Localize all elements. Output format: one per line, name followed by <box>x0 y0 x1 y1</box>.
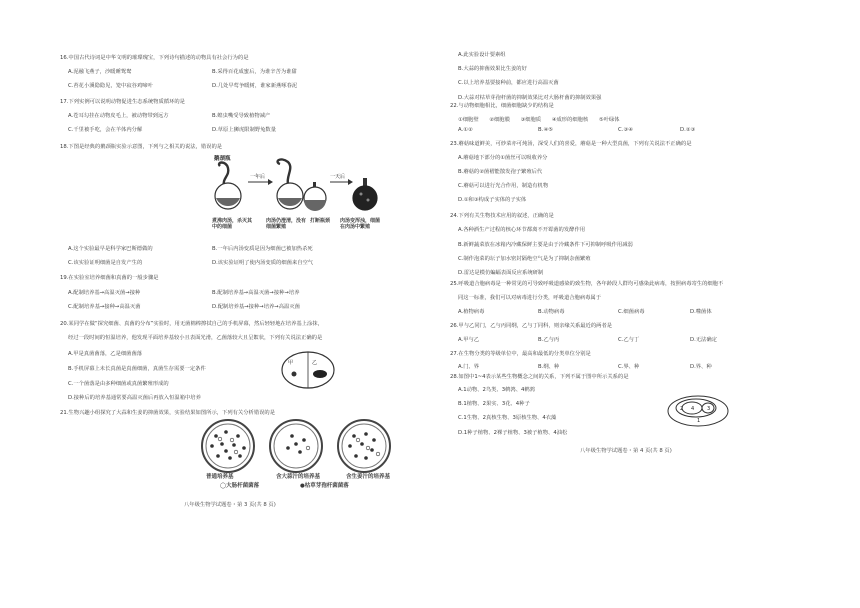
q26-option-d: D.无法确定 <box>690 337 717 343</box>
venn-label-4: 4 <box>691 406 695 412</box>
q20-stem-line-1: 20.某同学在做“探究细菌、真菌的分布”实验时，用无菌棉棒擦拭自己的手机屏幕，然后轻轻地在培养基上涂抹， <box>60 321 323 327</box>
q18-caption-1: 煮沸肉汤，杀灭其中的细菌 <box>212 218 253 230</box>
q22-option-a: A.①② <box>458 127 473 133</box>
q27-option-a: A.门、界 <box>458 364 480 370</box>
q21-option-b: B.大蒜的抑菌效果比生姜的好 <box>458 66 527 72</box>
q23-stem: 23.蘑菇味道鲜美，可炒菜亦可炖汤，深受人们的喜爱，蘑菇是一种大型真菌，下列有关说法不正确的是 <box>450 141 692 147</box>
q22-option-d: D.②③ <box>680 127 696 133</box>
q19-stem: 19.在实验室培养细菌和真菌的一般步骤是 <box>60 275 159 281</box>
q27-stem: 27.在生物分类的等级单位中，最高和最低的分类单位分别是 <box>450 351 591 357</box>
q21-caption-2: 含大蒜汁的培养基 <box>276 474 321 480</box>
q28-option-a: A.1动物、2鸟类、3鹌鹑、4鹌鹑 <box>458 387 535 393</box>
venn-label-3: 3 <box>707 406 711 412</box>
flask-2-icon <box>277 159 303 209</box>
q18-caption-4: 肉汤变浑浊，细菌在肉汤中繁殖 <box>340 218 381 230</box>
q18-option-c: C.该实验证明细菌是自发产生的 <box>68 260 143 266</box>
q21-stem: 21.生物兴趣小组探究了大蒜和生姜的抑菌效果，实验结果如图所示，下列有关分析错误的是 <box>60 410 276 416</box>
q16-option-c: C.苔花小溪隐隐见，笼中寂谷鸡啼叶 <box>68 83 153 89</box>
q17-option-c: C.千里被手吃，会在羊体内分解 <box>68 127 143 133</box>
q24-stem: 24.下列有关生物技术应用的叙述，正确的是 <box>450 213 554 219</box>
q23-option-c: C.蘑菇可以进行光合作用，制造有机物 <box>458 183 549 189</box>
q18-caption-2: 肉汤仍澄清，没有细菌繁殖 <box>266 218 307 230</box>
q16-option-b: B.采得百花成蜜后，为谁辛苦为谁甜 <box>212 69 297 75</box>
q24-option-a: A.各种酒生产过程的核心环节都离不开霉菌的发酵作用 <box>458 227 586 233</box>
q21-caption-1: 普通培养基 <box>206 474 234 480</box>
q23-option-a: A.蘑菇地下部分的①菌丝可以吸收养分 <box>458 155 548 161</box>
arrow-one-day-icon <box>330 173 353 185</box>
plate-ginger-icon <box>338 420 390 472</box>
agar-plates-figure <box>196 418 396 474</box>
q22-items: ①细胞壁 ②细胞膜 ③细胞质 ④成形的细胞核 ⑤叶绿体 <box>458 117 620 123</box>
q18-stem: 18.下图是经典的鹅颈瓶实验示意图，下列与之相关的说法，错误的是 <box>60 144 223 150</box>
q24-option-d: D.雷达是模仿蝙蝠表面反应系统研制 <box>458 270 544 276</box>
arrow-one-year-icon <box>248 173 273 185</box>
venn-label-1: 1 <box>697 418 701 424</box>
flask-label: 鹅颈瓶 <box>214 156 231 162</box>
q17-option-d: D.草原上狮虎限制野兔数量 <box>212 127 277 133</box>
q27-option-b: B.纲、种 <box>538 364 560 370</box>
q17-option-a: A.苍耳勾挂在动物皮毛上，被动物带到远方 <box>68 113 169 119</box>
q16-option-a: A.泥融飞燕子，沙暖睡鸳鸯 <box>68 69 132 75</box>
q18-option-a: A.这个实验最早是科学家巴斯德做的 <box>68 246 153 252</box>
arrow2-label: 一天后 <box>330 174 346 180</box>
q18-option-d: D.该实验证明了使内汤变质的细菌来自空气 <box>212 260 314 266</box>
plate-garlic-icon <box>270 420 322 472</box>
petri-dish-figure <box>280 350 336 390</box>
q21-option-a: A.此实验设计要素组 <box>458 52 506 58</box>
q19-option-c: C.配制培养基→接种→高温灭菌 <box>68 304 141 310</box>
q21-caption-3: 含生姜汁的培养基 <box>346 474 391 480</box>
right-page-footer: 八年级生物学试题卷・第 4 页(共 8 页) <box>580 448 672 454</box>
q16-stem: 16.中国古代诗词是中华文明的璀璨瑰宝，下列诗句描述的动物具有社会行为的是 <box>60 55 249 61</box>
q24-option-b: B.新鲜蔬菜放在冰箱内冷藏保鲜主要是由于冷藏条件下可抑制呼吸作用减弱 <box>458 242 633 248</box>
q17-stem: 17.下列实例可以说明动物促进生态系统物质循环的是 <box>60 99 185 105</box>
colony-b-icon <box>313 370 327 378</box>
q21-legend-1: ◯大肠杆菌菌落 <box>220 483 260 489</box>
q26-option-b: B.乙与丙 <box>538 337 560 343</box>
q28-stem: 28.如图中1~4表示某些生物概念之间的关系，下列不属于图中所示关系的是 <box>450 374 629 380</box>
q16-option-d: D.几处早莺争暖树，谁家新燕啄春泥 <box>212 83 298 89</box>
broken-neck-flask-icon <box>304 182 326 211</box>
q25-stem-line-1: 25.呼吸道合胞病毒是一种常见的可导致呼吸道感染的致生物，各年龄段人群均可感染此病毒，按照病毒寄生的细胞不 <box>450 281 724 287</box>
q18-caption-3: 打断瓶颈 <box>310 218 331 224</box>
dish-label-a: 甲 <box>288 360 294 366</box>
colony-a-icon <box>292 372 297 377</box>
q19-option-b: B.配制培养基→高温灭菌→接种→培养 <box>212 290 300 296</box>
q27-option-d: D.界、种 <box>690 364 712 370</box>
plate-normal-icon <box>202 420 254 472</box>
q20-option-d: D.接种后的培养基通常要高温灭菌后再放入恒温箱中培养 <box>68 395 201 401</box>
q26-stem: 26.甲与乙同门，乙与丙同纲，乙与丁同科，则亲缘关系最近的两者是 <box>450 323 613 329</box>
flask-1-icon <box>215 163 241 210</box>
arrow1-label: 一年后 <box>250 174 266 180</box>
q25-option-c: C.细菌病毒 <box>618 309 645 315</box>
q19-option-d: D.配制培养基→接种→培养→高温灭菌 <box>212 304 300 310</box>
q25-option-d: D.噬菌体 <box>690 309 712 315</box>
q25-option-a: A.植物病毒 <box>458 309 485 315</box>
q27-option-c: C.界、种 <box>618 364 640 370</box>
q20-option-c: C.一个菌落是由多种细菌或真菌繁殖形成的 <box>68 381 169 387</box>
q19-option-a: A.配制培养基→高温灭菌→接种 <box>68 290 141 296</box>
q22-option-b: B.④⑤ <box>538 127 553 133</box>
q25-stem-line-2: 同这一标准，我们可以对病毒进行分类，呼吸道合胞病毒属于 <box>458 295 602 301</box>
q21-legend-2: ●枯草芽孢杆菌菌落 <box>300 483 349 489</box>
q17-option-b: B.蝗虫嘴受导致植物减产 <box>212 113 271 119</box>
venn-label-2: 2 <box>680 406 684 412</box>
q23-option-b: B.蘑菇的②菌褶能散发孢子繁殖后代 <box>458 169 543 175</box>
dish-label-b: 乙 <box>312 360 318 366</box>
q22-stem: 22.与动物细胞相比，细菌细胞缺少的结构是 <box>450 103 554 109</box>
q20-option-a: A.甲是真菌菌落，乙是细菌菌落 <box>68 351 143 357</box>
q28-option-b: B.1植物、2果实、3花、4种子 <box>458 401 530 407</box>
q21-option-c: C.以上培养基要接种前，都应进行高温灭菌 <box>458 80 559 86</box>
q25-option-b: B.动物病毒 <box>538 309 565 315</box>
nested-concepts-figure <box>666 394 730 428</box>
left-page-footer: 八年级生物学试题卷・第 3 页(共 8 页) <box>184 502 276 508</box>
q26-option-a: A.甲与乙 <box>458 337 480 343</box>
q20-option-b: B.手机屏幕上未长真菌是真菌细菌，真菌生存需要一定条件 <box>68 366 206 372</box>
q28-option-c: C.1生物、2真核生物、3原核生物、4衣藻 <box>458 415 557 421</box>
q24-option-c: C.制作泡菜的坛子加水密封隔绝空气是为了抑制杂菌繁殖 <box>458 256 591 262</box>
q26-option-c: C.乙与丁 <box>618 337 640 343</box>
cloudy-flask-icon <box>353 178 377 210</box>
q28-option-d: D.1种子植物、2裸子植物、3被子植物、4油松 <box>458 430 568 436</box>
right-page <box>430 0 860 608</box>
q22-option-c: C.③④ <box>618 127 633 133</box>
q20-stem-line-2: 经过一段时间的恒温培养，他发现平面培养基较小且表面光滑，乙菌落较大且呈絮状，下列有关说法正确的是 <box>68 335 323 341</box>
q23-option-d: D.①和③构成子实体的子实体 <box>458 197 527 203</box>
q21-option-d: D.大蒜对枯草芽孢杆菌的抑制效果比对大肠杆菌的抑制效果强 <box>458 95 602 101</box>
q18-option-b: B.一年后内汤变质是因为细菌已被加热杀死 <box>212 246 313 252</box>
